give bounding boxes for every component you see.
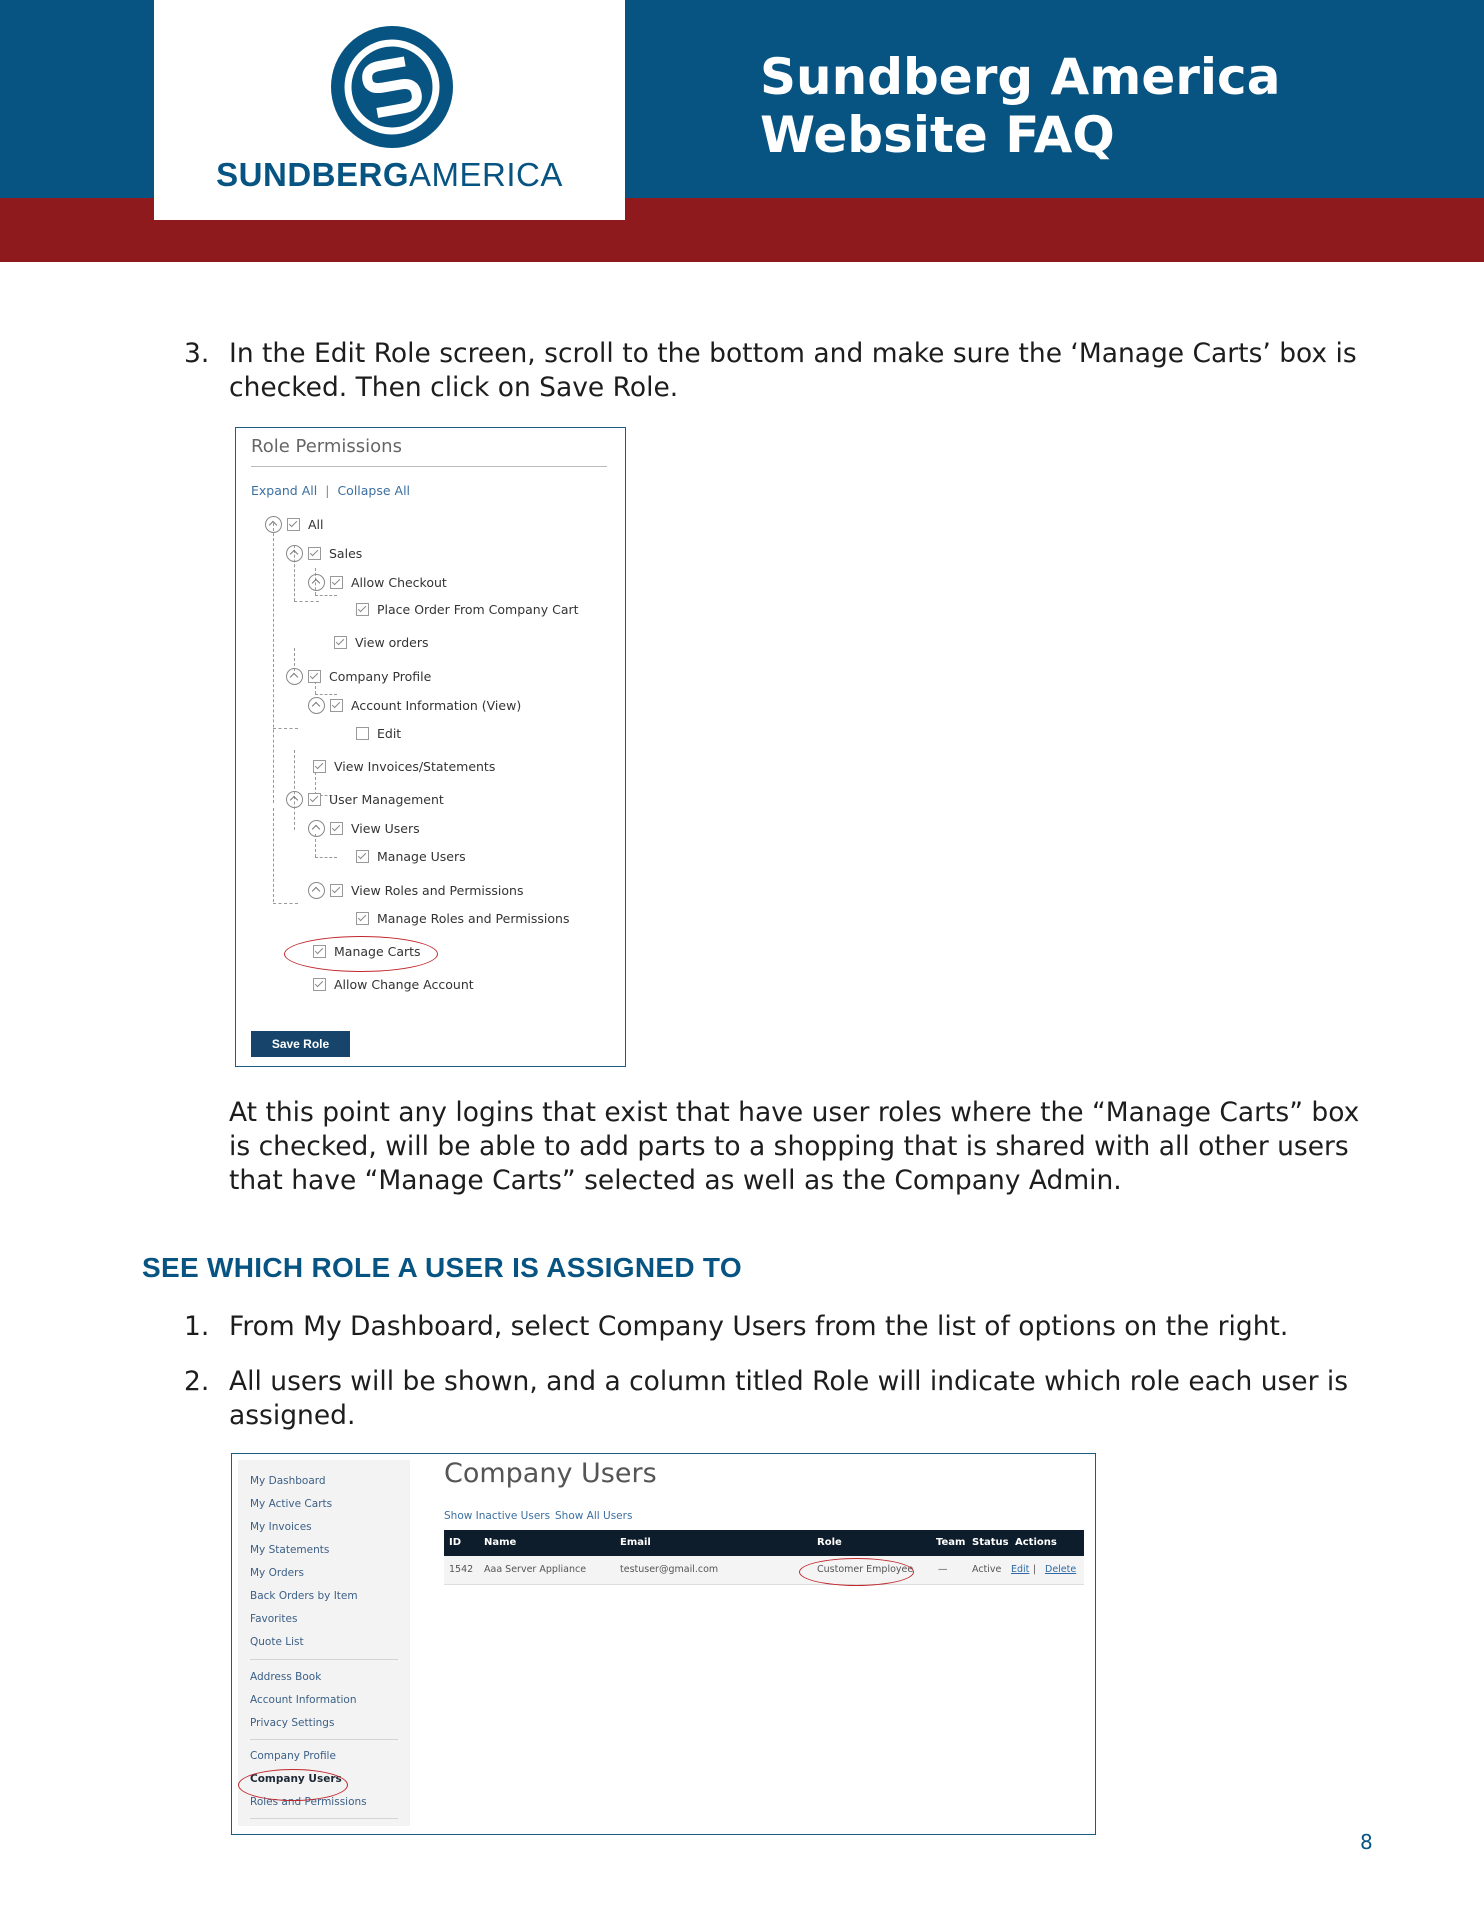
highlight-ellipse — [284, 936, 438, 972]
show-all-users-link[interactable]: Show All Users — [555, 1510, 633, 1522]
checkbox[interactable] — [330, 884, 343, 897]
column-header-actions: Actions — [1015, 1537, 1057, 1548]
tree-line — [294, 601, 319, 602]
checkbox[interactable] — [356, 912, 369, 925]
tree-line — [273, 903, 298, 904]
checkbox[interactable] — [313, 978, 326, 991]
role-permissions-panel — [235, 427, 626, 1067]
section-step2-text: All users will be shown, and a column titled Role will indicate which role each user is assigned. — [229, 1366, 1349, 1431]
checkbox[interactable] — [330, 576, 343, 589]
checkbox[interactable] — [330, 699, 343, 712]
sidebar-item-favorites[interactable]: Favorites — [250, 1613, 298, 1625]
title-line-2: Website FAQ — [760, 106, 1115, 164]
perm-user-management: User Management — [286, 791, 444, 807]
checkbox[interactable] — [356, 603, 369, 616]
collapse-toggle-icon[interactable] — [308, 820, 325, 837]
collapse-toggle-icon[interactable] — [286, 791, 303, 808]
column-header-team: Team — [936, 1537, 966, 1548]
tree-line — [315, 694, 337, 695]
checkbox[interactable] — [287, 518, 300, 531]
show-inactive-users-link[interactable]: Show Inactive Users — [444, 1510, 551, 1522]
page-number: 8 — [1360, 1830, 1373, 1854]
sidebar-item-back-orders[interactable]: Back Orders by Item — [250, 1590, 358, 1602]
tree-line — [273, 728, 298, 729]
cell-id: 1542 — [449, 1564, 474, 1575]
section-heading: SEE WHICH ROLE A USER IS ASSIGNED TO — [142, 1252, 742, 1283]
step-number: 3. — [184, 338, 210, 369]
perm-allow-change-account: Allow Change Account — [313, 977, 474, 993]
checkbox[interactable] — [313, 760, 326, 773]
collapse-toggle-icon[interactable] — [286, 668, 303, 685]
tree-line — [315, 834, 316, 857]
sidebar-item-company-users[interactable]: Company Users — [250, 1773, 342, 1785]
perm-account-info: Account Information (View) — [308, 697, 521, 713]
cell-email: testuser@gmail.com — [620, 1564, 719, 1575]
checkbox[interactable] — [308, 547, 321, 560]
sidebar-item-my-invoices[interactable]: My Invoices — [250, 1521, 312, 1533]
collapse-toggle-icon[interactable] — [265, 516, 282, 533]
sundberg-logo-icon — [331, 26, 453, 148]
step3-text: In the Edit Role screen, scroll to the bottom and make sure the ‘Manage Carts’ box is checked. Then click on Save Role. — [229, 338, 1357, 403]
divider — [251, 466, 607, 467]
table-row — [444, 1556, 1084, 1585]
perm-view-orders: View orders — [334, 635, 428, 651]
collapse-toggle-icon[interactable] — [308, 882, 325, 899]
perm-place-order: Place Order From Company Cart — [356, 602, 579, 618]
sidebar-item-roles-permissions[interactable]: Roles and Permissions — [250, 1796, 367, 1808]
sidebar-item-account-information[interactable]: Account Information — [250, 1694, 357, 1706]
section-step1-text: From My Dashboard, select Company Users from the list of options on the right. — [229, 1311, 1289, 1342]
perm-manage-carts: Manage Carts — [313, 944, 421, 960]
column-header-status: Status — [972, 1537, 1009, 1548]
sidebar-item-company-profile[interactable]: Company Profile — [250, 1750, 336, 1762]
users-table-header — [444, 1530, 1084, 1556]
column-header-id: ID — [449, 1537, 462, 1548]
action-separator: | — [1033, 1564, 1037, 1575]
company-users-panel — [231, 1453, 1096, 1835]
tree-line — [315, 857, 337, 858]
sidebar-item-address-book[interactable]: Address Book — [250, 1671, 322, 1683]
perm-manage-users: Manage Users — [356, 849, 466, 865]
checkbox[interactable] — [308, 793, 321, 806]
perm-view-users: View Users — [308, 820, 420, 836]
expand-collapse-links — [251, 483, 410, 498]
page-title: Company Users — [444, 1458, 657, 1489]
perm-manage-roles: Manage Roles and Permissions — [356, 911, 569, 927]
cell-name: Aaa Server Appliance — [484, 1564, 587, 1575]
collapse-toggle-icon[interactable] — [308, 697, 325, 714]
perm-view-roles: View Roles and Permissions — [308, 882, 523, 898]
cell-status: Active — [972, 1564, 1002, 1575]
column-header-role: Role — [817, 1537, 842, 1548]
collapse-toggle-icon[interactable] — [286, 545, 303, 562]
logo — [154, 0, 625, 220]
perm-sales: Sales — [286, 545, 362, 561]
sidebar-divider — [250, 1739, 398, 1740]
edit-link[interactable]: Edit — [1011, 1564, 1030, 1575]
cell-role: Customer Employee — [817, 1564, 914, 1575]
collapse-toggle-icon[interactable] — [308, 574, 325, 591]
link-separator: | — [325, 483, 330, 498]
tree-line — [315, 595, 337, 596]
perm-edit: Edit — [356, 726, 401, 742]
tree-line — [273, 523, 274, 803]
sidebar-item-my-dashboard[interactable]: My Dashboard — [250, 1475, 326, 1487]
highlight-ellipse — [799, 1558, 914, 1586]
checkbox[interactable] — [308, 670, 321, 683]
expand-all-link[interactable]: Expand All — [251, 483, 318, 498]
sidebar-item-privacy-settings[interactable]: Privacy Settings — [250, 1717, 335, 1729]
collapse-all-link[interactable]: Collapse All — [337, 483, 411, 498]
save-role-button[interactable]: Save Role — [251, 1031, 350, 1057]
step-number: 2. — [184, 1366, 210, 1397]
tree-line — [273, 808, 274, 902]
perm-view-invoices: View Invoices/Statements — [313, 759, 495, 775]
perm-all: All — [265, 516, 324, 532]
sidebar-item-my-statements[interactable]: My Statements — [250, 1544, 330, 1556]
checkbox[interactable] — [356, 727, 369, 740]
document-title — [760, 48, 1280, 164]
explanation-paragraph: At this point any logins that exist that have user roles where the “Manage Carts” box is checked, will be able to add parts to a shopping that is shared with all other users that have “Manage Carts” selected as well as the Company Admin. — [229, 1097, 1360, 1196]
sidebar-item-my-orders[interactable]: My Orders — [250, 1567, 304, 1579]
cell-team: — — [938, 1564, 948, 1575]
title-line-1: Sundberg America — [760, 48, 1281, 106]
perm-allow-checkout: Allow Checkout — [308, 574, 447, 590]
step-number: 1. — [184, 1311, 210, 1342]
delete-link[interactable]: Delete — [1045, 1564, 1077, 1575]
logo-wordmark: SUNDBERGAMERICA — [216, 156, 563, 193]
sidebar-divider — [250, 1659, 398, 1660]
checkbox[interactable] — [334, 636, 347, 649]
panel-title: Role Permissions — [251, 436, 402, 457]
checkbox[interactable] — [356, 850, 369, 863]
highlight-ellipse — [238, 1769, 348, 1801]
sidebar-item-my-active-carts[interactable]: My Active Carts — [250, 1498, 333, 1510]
tree-line — [294, 750, 295, 830]
perm-company-profile: Company Profile — [286, 668, 431, 684]
sidebar-item-quote-list[interactable]: Quote List — [250, 1636, 304, 1648]
sidebar-divider — [250, 1818, 398, 1819]
column-header-email: Email — [620, 1537, 651, 1548]
checkbox[interactable] — [330, 822, 343, 835]
column-header-name: Name — [484, 1537, 517, 1548]
